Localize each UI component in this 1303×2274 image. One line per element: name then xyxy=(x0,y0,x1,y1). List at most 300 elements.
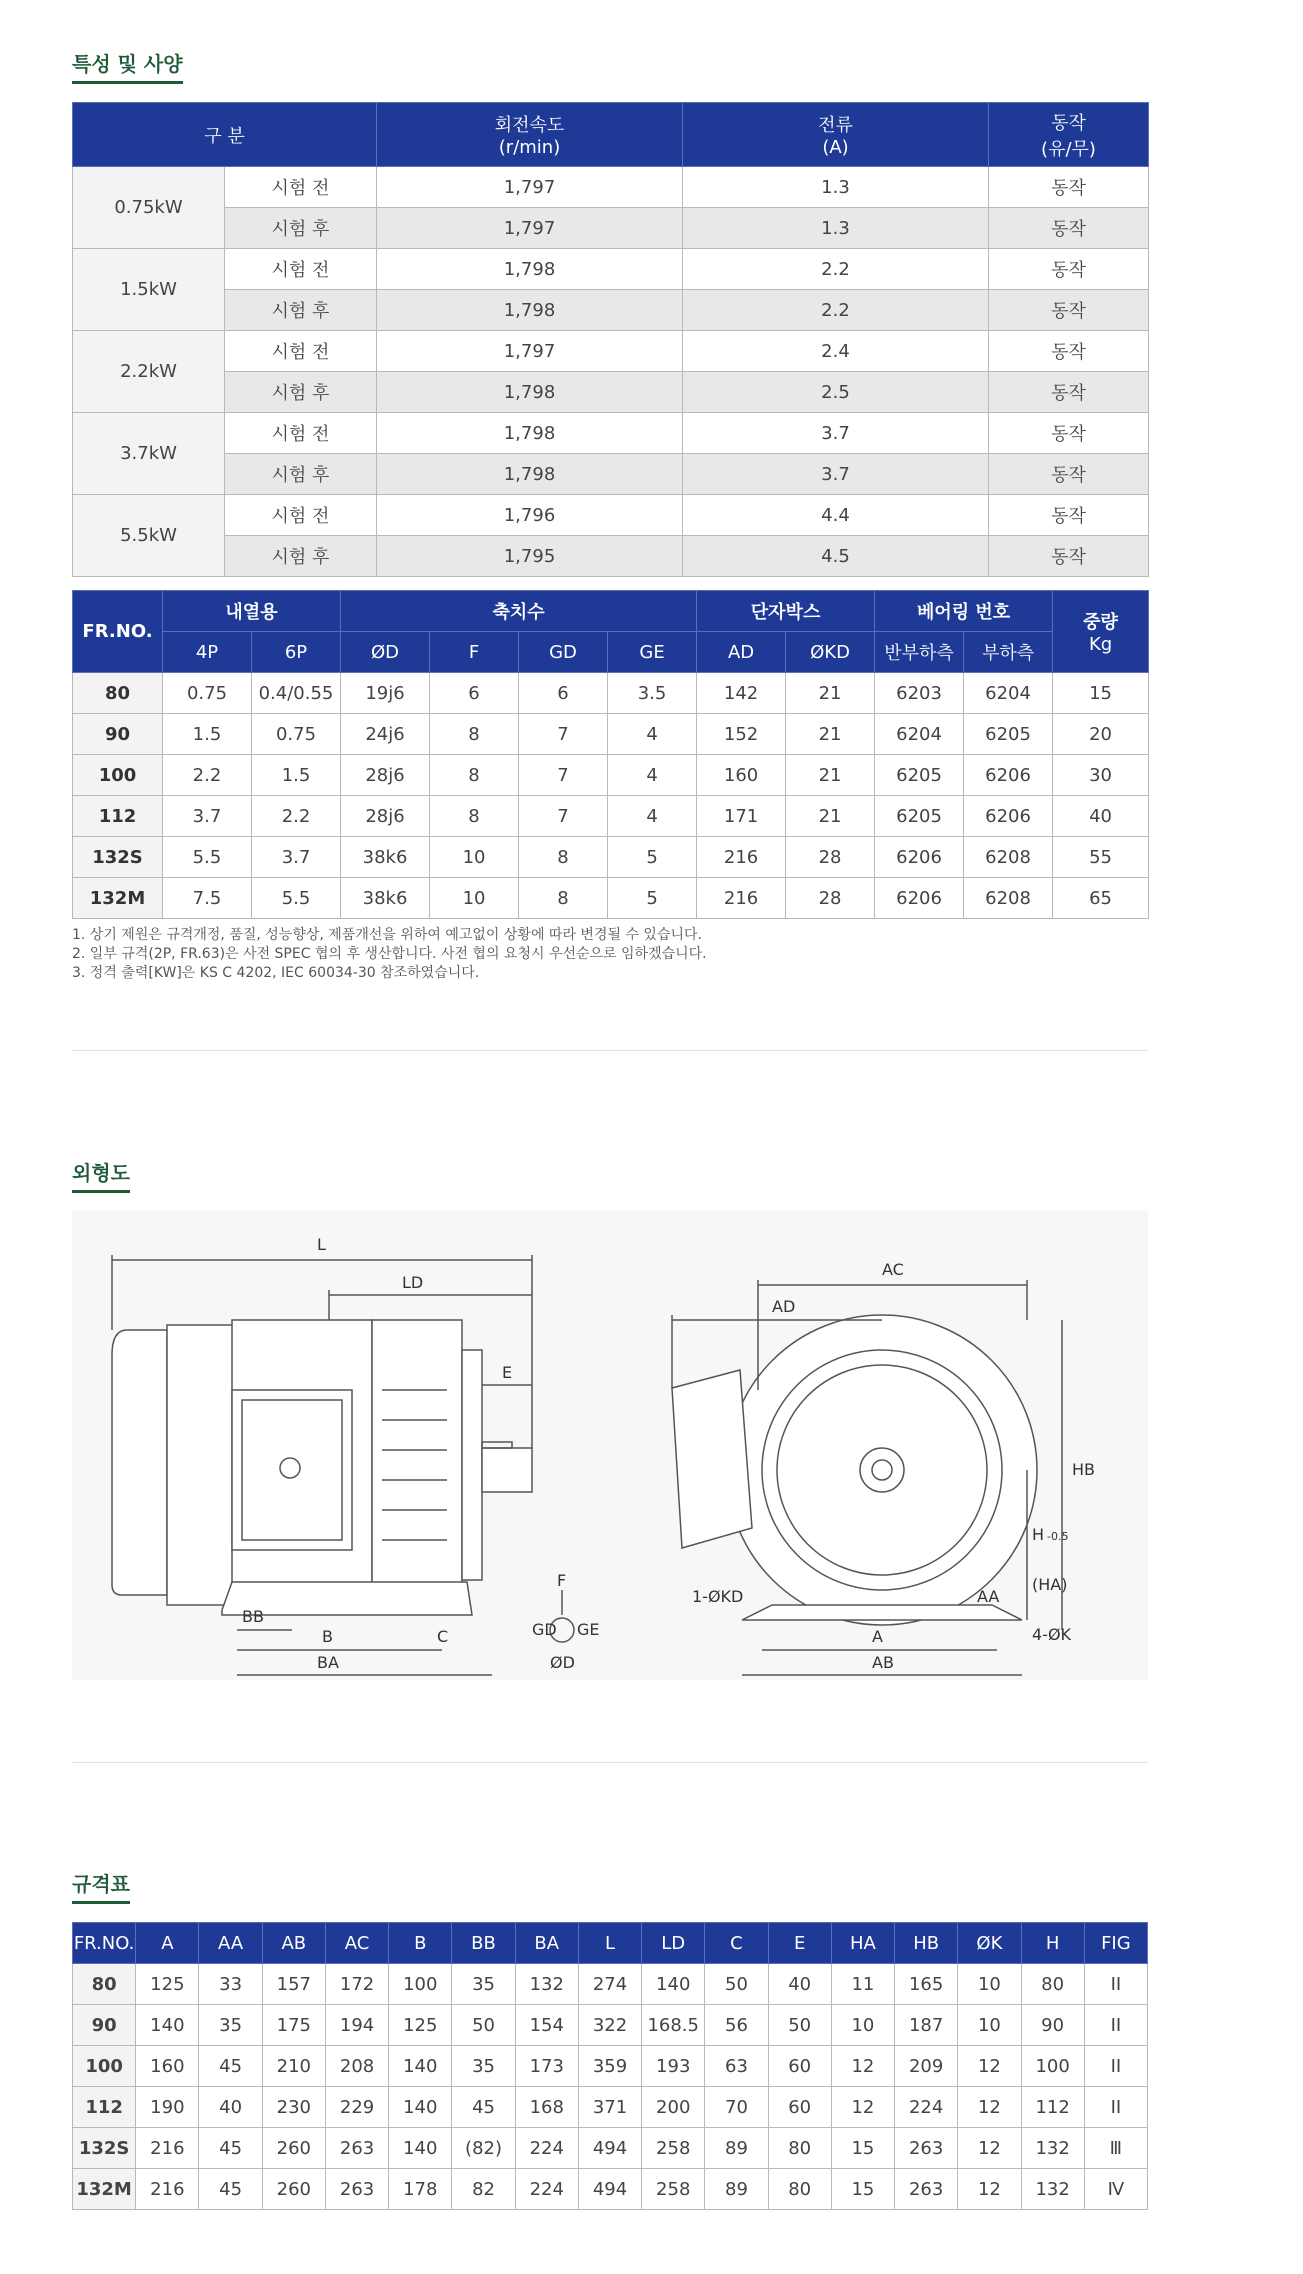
spec-cell: 4 xyxy=(608,714,697,755)
spec-cell: 4 xyxy=(608,755,697,796)
spec-row xyxy=(73,796,1149,837)
dims-cell: 70 xyxy=(705,2087,768,2128)
dims-cell: 12 xyxy=(958,2169,1021,2210)
dims-header: AC xyxy=(325,1923,388,1964)
dims-cell: II xyxy=(1084,1964,1147,2005)
spec-cell: 15 xyxy=(1053,673,1149,714)
dims-cell: 494 xyxy=(578,2128,641,2169)
spec-cell: 55 xyxy=(1053,837,1149,878)
spec-cell: 3.5 xyxy=(608,673,697,714)
spec-section-title: 특성 및 사양 xyxy=(72,48,183,84)
dims-cell: 63 xyxy=(705,2046,768,2087)
label-KD: 1-ØKD xyxy=(692,1587,744,1606)
spec-cell: 6206 xyxy=(875,837,964,878)
dims-cell: 45 xyxy=(199,2046,262,2087)
dims-cell: 40 xyxy=(199,2087,262,2128)
label-D: ØD xyxy=(550,1653,575,1672)
perf-speed: 1,796 xyxy=(377,495,683,536)
spec-cell: 0.4/0.55 xyxy=(252,673,341,714)
dims-cell: 80 xyxy=(1021,1964,1084,2005)
dims-cell: (82) xyxy=(452,2128,515,2169)
spec-fr-no: 132M xyxy=(73,878,163,919)
dims-cell: 229 xyxy=(325,2087,388,2128)
spec-cell: 6 xyxy=(430,673,519,714)
dims-fr-no: 132S xyxy=(73,2128,136,2169)
dims-cell: 154 xyxy=(515,2005,578,2046)
perf-speed: 1,797 xyxy=(377,167,683,208)
label-HB: HB xyxy=(1072,1460,1096,1479)
perf-stage: 시험 후 xyxy=(225,372,377,413)
spec-cell: 6205 xyxy=(964,714,1053,755)
dims-fr-no: 90 xyxy=(73,2005,136,2046)
spec-row xyxy=(73,714,1149,755)
spec-cell: 5.5 xyxy=(163,837,252,878)
note-2: 2. 일부 규격(2P, FR.63)은 사전 SPEC 협의 후 생산합니다. 사전 협의 요청시 우선순으로 임하겠습니다. xyxy=(72,946,707,962)
dims-cell: 224 xyxy=(515,2169,578,2210)
dims-cell: 50 xyxy=(452,2005,515,2046)
perf-current: 2.2 xyxy=(683,249,989,290)
label-BB: BB xyxy=(242,1607,264,1626)
perf-stage: 시험 전 xyxy=(225,331,377,372)
divider-2 xyxy=(72,1762,1148,1763)
perf-kw: 5.5kW xyxy=(73,495,225,577)
header-operation: 동작 (유/무) xyxy=(989,103,1149,167)
dims-cell: 194 xyxy=(325,2005,388,2046)
perf-speed: 1,798 xyxy=(377,413,683,454)
dims-cell: 132 xyxy=(1021,2169,1084,2210)
dims-row xyxy=(73,2087,1148,2128)
dims-cell: 175 xyxy=(262,2005,325,2046)
dims-cell: II xyxy=(1084,2005,1147,2046)
spec-fr-no: 80 xyxy=(73,673,163,714)
dims-cell: 494 xyxy=(578,2169,641,2210)
perf-speed: 1,798 xyxy=(377,290,683,331)
dims-header: FR.NO. xyxy=(73,1923,136,1964)
dims-cell: 10 xyxy=(958,2005,1021,2046)
perf-stage: 시험 후 xyxy=(225,208,377,249)
spec-cell: 7 xyxy=(519,755,608,796)
spec-cell: 65 xyxy=(1053,878,1149,919)
spec-cell: 30 xyxy=(1053,755,1149,796)
perf-current: 3.7 xyxy=(683,413,989,454)
dims-cell: 140 xyxy=(389,2046,452,2087)
dims-cell: 263 xyxy=(325,2128,388,2169)
label-B: B xyxy=(322,1627,333,1646)
perf-stage: 시험 후 xyxy=(225,536,377,577)
dims-cell: 258 xyxy=(642,2128,705,2169)
spec-cell: 7 xyxy=(519,714,608,755)
dims-header: BB xyxy=(452,1923,515,1964)
header-speed: 회전속도 (r/min) xyxy=(377,103,683,167)
dims-header: A xyxy=(136,1923,199,1964)
spec-cell: 38k6 xyxy=(341,837,430,878)
perf-speed: 1,797 xyxy=(377,331,683,372)
label-H-tolerance: -0.5 xyxy=(1047,1530,1069,1543)
spec-cell: 216 xyxy=(697,878,786,919)
dims-cell: 140 xyxy=(389,2087,452,2128)
spec-cell: 8 xyxy=(430,755,519,796)
perf-row xyxy=(73,290,1149,331)
dims-cell: 45 xyxy=(452,2087,515,2128)
dims-cell: 10 xyxy=(831,2005,894,2046)
spec-cell: 4 xyxy=(608,796,697,837)
spec-subheader: ØKD xyxy=(786,632,875,673)
dims-cell: 263 xyxy=(895,2169,958,2210)
header-shaft: 축치수 xyxy=(341,591,697,632)
dims-cell: 35 xyxy=(452,2046,515,2087)
dims-header: L xyxy=(578,1923,641,1964)
dims-cell: 33 xyxy=(199,1964,262,2005)
dims-cell: 132 xyxy=(1021,2128,1084,2169)
spec-cell: 28 xyxy=(786,837,875,878)
dims-cell: 172 xyxy=(325,1964,388,2005)
dims-cell: 168 xyxy=(515,2087,578,2128)
perf-current: 2.5 xyxy=(683,372,989,413)
perf-op: 동작 xyxy=(989,495,1149,536)
dims-row xyxy=(73,2169,1148,2210)
spec-cell: 6208 xyxy=(964,878,1053,919)
spec-cell: 21 xyxy=(786,796,875,837)
dims-cell: 140 xyxy=(136,2005,199,2046)
perf-row xyxy=(73,372,1149,413)
spec-cell: 0.75 xyxy=(163,673,252,714)
dims-cell: 82 xyxy=(452,2169,515,2210)
dims-cell: 140 xyxy=(389,2128,452,2169)
label-F: F xyxy=(557,1571,567,1590)
spec-cell: 6 xyxy=(519,673,608,714)
perf-row xyxy=(73,167,1149,208)
dims-cell: 178 xyxy=(389,2169,452,2210)
spec-cell: 28j6 xyxy=(341,755,430,796)
dims-cell: 160 xyxy=(136,2046,199,2087)
dims-cell: 100 xyxy=(389,1964,452,2005)
spec-cell: 19j6 xyxy=(341,673,430,714)
dims-cell: 200 xyxy=(642,2087,705,2128)
perf-current: 3.7 xyxy=(683,454,989,495)
perf-speed: 1,798 xyxy=(377,372,683,413)
label-E: E xyxy=(502,1363,513,1382)
dims-header: ØK xyxy=(958,1923,1021,1964)
dims-cell: 35 xyxy=(199,2005,262,2046)
spec-cell: 5.5 xyxy=(252,878,341,919)
dims-cell: 15 xyxy=(831,2128,894,2169)
spec-cell: 3.7 xyxy=(252,837,341,878)
dims-cell: 157 xyxy=(262,1964,325,2005)
spec-cell: 2.2 xyxy=(252,796,341,837)
perf-stage: 시험 전 xyxy=(225,167,377,208)
spec-cell: 1.5 xyxy=(252,755,341,796)
dims-header: AA xyxy=(199,1923,262,1964)
spec-cell: 2.2 xyxy=(163,755,252,796)
dims-header: B xyxy=(389,1923,452,1964)
perf-current: 1.3 xyxy=(683,208,989,249)
spec-cell: 6206 xyxy=(964,755,1053,796)
spec-cell: 1.5 xyxy=(163,714,252,755)
dims-cell: 359 xyxy=(578,2046,641,2087)
dimensions-table xyxy=(72,1922,1148,2210)
spec-cell: 160 xyxy=(697,755,786,796)
spec-subheader: F xyxy=(430,632,519,673)
spec-row xyxy=(73,673,1149,714)
dims-cell: Ⅲ xyxy=(1084,2128,1147,2169)
dims-header: C xyxy=(705,1923,768,1964)
spec-cell: 6208 xyxy=(964,837,1053,878)
spec-cell: 28 xyxy=(786,878,875,919)
dims-cell: 208 xyxy=(325,2046,388,2087)
dims-row xyxy=(73,2005,1148,2046)
perf-row xyxy=(73,454,1149,495)
note-1: 1. 상기 제원은 규격개정, 품질, 성능향상, 제품개선을 위하여 예고없이 상황에 따라 변경될 수 있습니다. xyxy=(72,927,702,943)
dims-cell: 80 xyxy=(768,2169,831,2210)
dims-header: HA xyxy=(831,1923,894,1964)
spec-cell: 40 xyxy=(1053,796,1149,837)
dims-cell: 209 xyxy=(895,2046,958,2087)
dims-row xyxy=(73,2046,1148,2087)
dims-cell: 274 xyxy=(578,1964,641,2005)
spec-cell: 24j6 xyxy=(341,714,430,755)
dims-cell: 173 xyxy=(515,2046,578,2087)
perf-row xyxy=(73,536,1149,577)
dims-fr-no: 132M xyxy=(73,2169,136,2210)
spec-table xyxy=(72,590,1149,919)
dims-cell: 190 xyxy=(136,2087,199,2128)
label-AD: AD xyxy=(772,1297,796,1316)
label-BA: BA xyxy=(317,1653,339,1672)
spec-cell: 8 xyxy=(519,878,608,919)
dims-cell: II xyxy=(1084,2087,1147,2128)
spec-cell: 8 xyxy=(430,796,519,837)
dims-cell: 230 xyxy=(262,2087,325,2128)
spec-subheader: AD xyxy=(697,632,786,673)
spec-cell: 6204 xyxy=(964,673,1053,714)
perf-stage: 시험 전 xyxy=(225,249,377,290)
dims-cell: 12 xyxy=(831,2087,894,2128)
spec-row xyxy=(73,878,1149,919)
dims-cell: 45 xyxy=(199,2169,262,2210)
spec-cell: 3.7 xyxy=(163,796,252,837)
perf-op: 동작 xyxy=(989,536,1149,577)
dims-row xyxy=(73,1964,1148,2005)
perf-stage: 시험 전 xyxy=(225,495,377,536)
spec-cell: 7 xyxy=(519,796,608,837)
perf-speed: 1,797 xyxy=(377,208,683,249)
perf-op: 동작 xyxy=(989,290,1149,331)
dims-cell: 12 xyxy=(958,2046,1021,2087)
label-AB: AB xyxy=(872,1653,894,1672)
spec-cell: 6203 xyxy=(875,673,964,714)
spec-fr-no: 112 xyxy=(73,796,163,837)
dims-cell: 224 xyxy=(515,2128,578,2169)
dims-cell: 260 xyxy=(262,2169,325,2210)
perf-speed: 1,798 xyxy=(377,454,683,495)
spec-cell: 21 xyxy=(786,755,875,796)
label-GD: GD xyxy=(532,1620,557,1639)
label-L: L xyxy=(317,1235,326,1254)
perf-op: 동작 xyxy=(989,249,1149,290)
perf-kw: 0.75kW xyxy=(73,167,225,249)
dims-cell: 45 xyxy=(199,2128,262,2169)
perf-op: 동작 xyxy=(989,454,1149,495)
dims-cell: 187 xyxy=(895,2005,958,2046)
notes xyxy=(72,926,707,983)
dims-cell: 132 xyxy=(515,1964,578,2005)
label-GE: GE xyxy=(577,1620,600,1639)
perf-row xyxy=(73,331,1149,372)
dims-fr-no: 112 xyxy=(73,2087,136,2128)
dims-cell: 15 xyxy=(831,2169,894,2210)
dims-cell: 112 xyxy=(1021,2087,1084,2128)
dims-row xyxy=(73,2128,1148,2169)
dims-cell: 263 xyxy=(895,2128,958,2169)
header-weight: 중량 Kg xyxy=(1053,591,1149,673)
dims-cell: 60 xyxy=(768,2087,831,2128)
spec-row xyxy=(73,755,1149,796)
dims-cell: 210 xyxy=(262,2046,325,2087)
label-LD: LD xyxy=(402,1273,424,1292)
spec-cell: 28j6 xyxy=(341,796,430,837)
dims-cell: 216 xyxy=(136,2128,199,2169)
spec-cell: 6206 xyxy=(964,796,1053,837)
perf-kw: 1.5kW xyxy=(73,249,225,331)
dims-cell: 50 xyxy=(768,2005,831,2046)
dims-cell: 168.5 xyxy=(642,2005,705,2046)
dims-cell: 322 xyxy=(578,2005,641,2046)
dims-cell: 89 xyxy=(705,2128,768,2169)
spec-subheader: 부하측 xyxy=(964,632,1053,673)
dims-cell: 165 xyxy=(895,1964,958,2005)
label-HA: (HA) xyxy=(1032,1575,1068,1594)
perf-kw: 2.2kW xyxy=(73,331,225,413)
spec-cell: 0.75 xyxy=(252,714,341,755)
perf-op: 동작 xyxy=(989,167,1149,208)
perf-row xyxy=(73,249,1149,290)
dims-cell: 263 xyxy=(325,2169,388,2210)
dims-cell: II xyxy=(1084,2046,1147,2087)
note-3: 3. 정격 출력[KW]은 KS C 4202, IEC 60034-30 참조하였습니다. xyxy=(72,965,480,981)
spec-subheader: 반부하측 xyxy=(875,632,964,673)
perf-row xyxy=(73,495,1149,536)
dims-cell: 12 xyxy=(831,2046,894,2087)
perf-op: 동작 xyxy=(989,208,1149,249)
spec-subheader: 6P xyxy=(252,632,341,673)
spec-subheader: GE xyxy=(608,632,697,673)
header-heat: 내열용 xyxy=(163,591,341,632)
dims-header: HB xyxy=(895,1923,958,1964)
dims-cell: 11 xyxy=(831,1964,894,2005)
perf-current: 4.4 xyxy=(683,495,989,536)
perf-op: 동작 xyxy=(989,331,1149,372)
dims-cell: 80 xyxy=(768,2128,831,2169)
dims-cell: 40 xyxy=(768,1964,831,2005)
perf-current: 2.4 xyxy=(683,331,989,372)
perf-op: 동작 xyxy=(989,372,1149,413)
spec-cell: 21 xyxy=(786,673,875,714)
spec-cell: 20 xyxy=(1053,714,1149,755)
perf-op: 동작 xyxy=(989,413,1149,454)
spec-cell: 10 xyxy=(430,837,519,878)
dims-header: FIG xyxy=(1084,1923,1147,1964)
dims-cell: 125 xyxy=(389,2005,452,2046)
perf-stage: 시험 후 xyxy=(225,290,377,331)
header-current: 전류 (A) xyxy=(683,103,989,167)
dims-cell: 193 xyxy=(642,2046,705,2087)
dims-cell: 371 xyxy=(578,2087,641,2128)
dims-cell: 224 xyxy=(895,2087,958,2128)
header-category: 구 분 xyxy=(73,103,377,167)
dims-header: E xyxy=(768,1923,831,1964)
perf-current: 4.5 xyxy=(683,536,989,577)
perf-stage: 시험 후 xyxy=(225,454,377,495)
dims-cell: Ⅳ xyxy=(1084,2169,1147,2210)
dims-cell: 10 xyxy=(958,1964,1021,2005)
header-fr-no: FR.NO. xyxy=(73,591,163,673)
spec-cell: 6205 xyxy=(875,755,964,796)
label-AA: AA xyxy=(977,1587,1000,1606)
dims-cell: 216 xyxy=(136,2169,199,2210)
spec-cell: 6205 xyxy=(875,796,964,837)
label-K: 4-ØK xyxy=(1032,1625,1072,1644)
perf-current: 2.2 xyxy=(683,290,989,331)
dims-fr-no: 80 xyxy=(73,1964,136,2005)
spec-cell: 38k6 xyxy=(341,878,430,919)
spec-fr-no: 132S xyxy=(73,837,163,878)
dims-section-title: 규격표 xyxy=(72,1868,130,1904)
spec-cell: 6206 xyxy=(875,878,964,919)
dims-cell: 140 xyxy=(642,1964,705,2005)
dims-header: BA xyxy=(515,1923,578,1964)
header-terminal: 단자박스 xyxy=(697,591,875,632)
label-A: A xyxy=(872,1627,883,1646)
spec-subheader: GD xyxy=(519,632,608,673)
spec-cell: 10 xyxy=(430,878,519,919)
spec-subheader: 4P xyxy=(163,632,252,673)
perf-stage: 시험 전 xyxy=(225,413,377,454)
perf-current: 1.3 xyxy=(683,167,989,208)
perf-kw: 3.7kW xyxy=(73,413,225,495)
spec-cell: 5 xyxy=(608,837,697,878)
label-H: H xyxy=(1032,1525,1045,1544)
dims-cell: 100 xyxy=(1021,2046,1084,2087)
performance-table xyxy=(72,102,1149,577)
spec-cell: 21 xyxy=(786,714,875,755)
dims-cell: 12 xyxy=(958,2087,1021,2128)
label-C: C xyxy=(437,1627,449,1646)
dims-header: LD xyxy=(642,1923,705,1964)
spec-cell: 8 xyxy=(519,837,608,878)
dims-fr-no: 100 xyxy=(73,2046,136,2087)
dims-cell: 35 xyxy=(452,1964,515,2005)
spec-cell: 152 xyxy=(697,714,786,755)
dims-cell: 260 xyxy=(262,2128,325,2169)
spec-fr-no: 100 xyxy=(73,755,163,796)
perf-row xyxy=(73,208,1149,249)
spec-cell: 5 xyxy=(608,878,697,919)
dims-header: H xyxy=(1021,1923,1084,1964)
dims-cell: 125 xyxy=(136,1964,199,2005)
header-bearing: 베어링 번호 xyxy=(875,591,1053,632)
spec-row xyxy=(73,837,1149,878)
spec-fr-no: 90 xyxy=(73,714,163,755)
perf-row xyxy=(73,413,1149,454)
spec-cell: 6204 xyxy=(875,714,964,755)
perf-speed: 1,798 xyxy=(377,249,683,290)
spec-subheader: ØD xyxy=(341,632,430,673)
dims-cell: 56 xyxy=(705,2005,768,2046)
dims-cell: 258 xyxy=(642,2169,705,2210)
perf-speed: 1,795 xyxy=(377,536,683,577)
divider-1 xyxy=(72,1050,1148,1051)
dims-cell: 60 xyxy=(768,2046,831,2087)
